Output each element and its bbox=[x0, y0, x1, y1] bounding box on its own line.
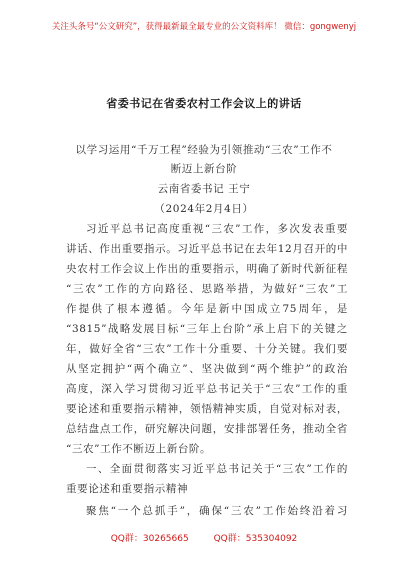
paragraph-line: 从坚定拥护“两个确立”、坚决做到“两个维护”的政治 bbox=[66, 363, 348, 375]
subtitle-line: 以学习运用“千万工程”经验为引领推动“三农”工作不 bbox=[75, 144, 333, 156]
footer-qq-group-1: QQ群：30265665 bbox=[110, 534, 189, 544]
paragraph-line: 要论述和重要指示精神，领悟精神实质，自觉对标对表， bbox=[66, 403, 348, 415]
paragraph-line: 习近平总书记高度重视“三农”工作，多次发表重要 bbox=[86, 223, 348, 235]
document-title: 省委书记在省委农村工作会议上的讲话 bbox=[106, 97, 302, 110]
promo-banner: 关注头条号“公文研究”，获得最新最全最专业的公文资料库！ 微信：gongwenyj bbox=[51, 22, 357, 32]
paragraph-line: 作提供了根本遵循。今年是新中国成立75周年，是 bbox=[66, 303, 348, 315]
footer-contacts bbox=[0, 531, 408, 544]
paragraph-line: 总结盘点工作，研究解决问题，安排部署任务，推动全省 bbox=[66, 423, 348, 435]
footer-qq-group-2: QQ群：535304092 bbox=[213, 534, 298, 544]
date-line: （2024年2月4日） bbox=[154, 203, 254, 215]
paragraph-line: 讲话、作出重要指示。习近平总书记在去年12月召开的中 bbox=[66, 243, 348, 255]
section-heading-line: 重要论述和重要指示精神 bbox=[66, 483, 189, 495]
paragraph-line: “三农”工作的方向路径、思路举措，为做好“三农”工 bbox=[66, 283, 348, 295]
paragraph-line: “3815”战略发展目标“三年上台阶”承上启下的关键之 bbox=[66, 323, 348, 335]
subtitle-line: 断迈上新台阶 bbox=[170, 163, 238, 175]
paragraph-line: “三农”工作不断迈上新台阶。 bbox=[66, 443, 212, 455]
paragraph-line: 年，做好全省“三农”工作十分重要、十分关键。我们要 bbox=[66, 343, 348, 355]
paragraph-line: 央农村工作会议上作出的重要指示，明确了新时代新征程 bbox=[66, 263, 348, 275]
paragraph-line: 高度，深入学习贯彻习近平总书记关于“三农”工作的重 bbox=[66, 383, 348, 395]
section-heading-line: 一、全面贯彻落实习近平总书记关于“三农”工作的 bbox=[86, 463, 348, 475]
paragraph-line: 聚焦“一个总抓手”，确保“三农”工作始终沿着习 bbox=[86, 505, 348, 517]
author-line: 云南省委书记 王宁 bbox=[157, 183, 251, 195]
